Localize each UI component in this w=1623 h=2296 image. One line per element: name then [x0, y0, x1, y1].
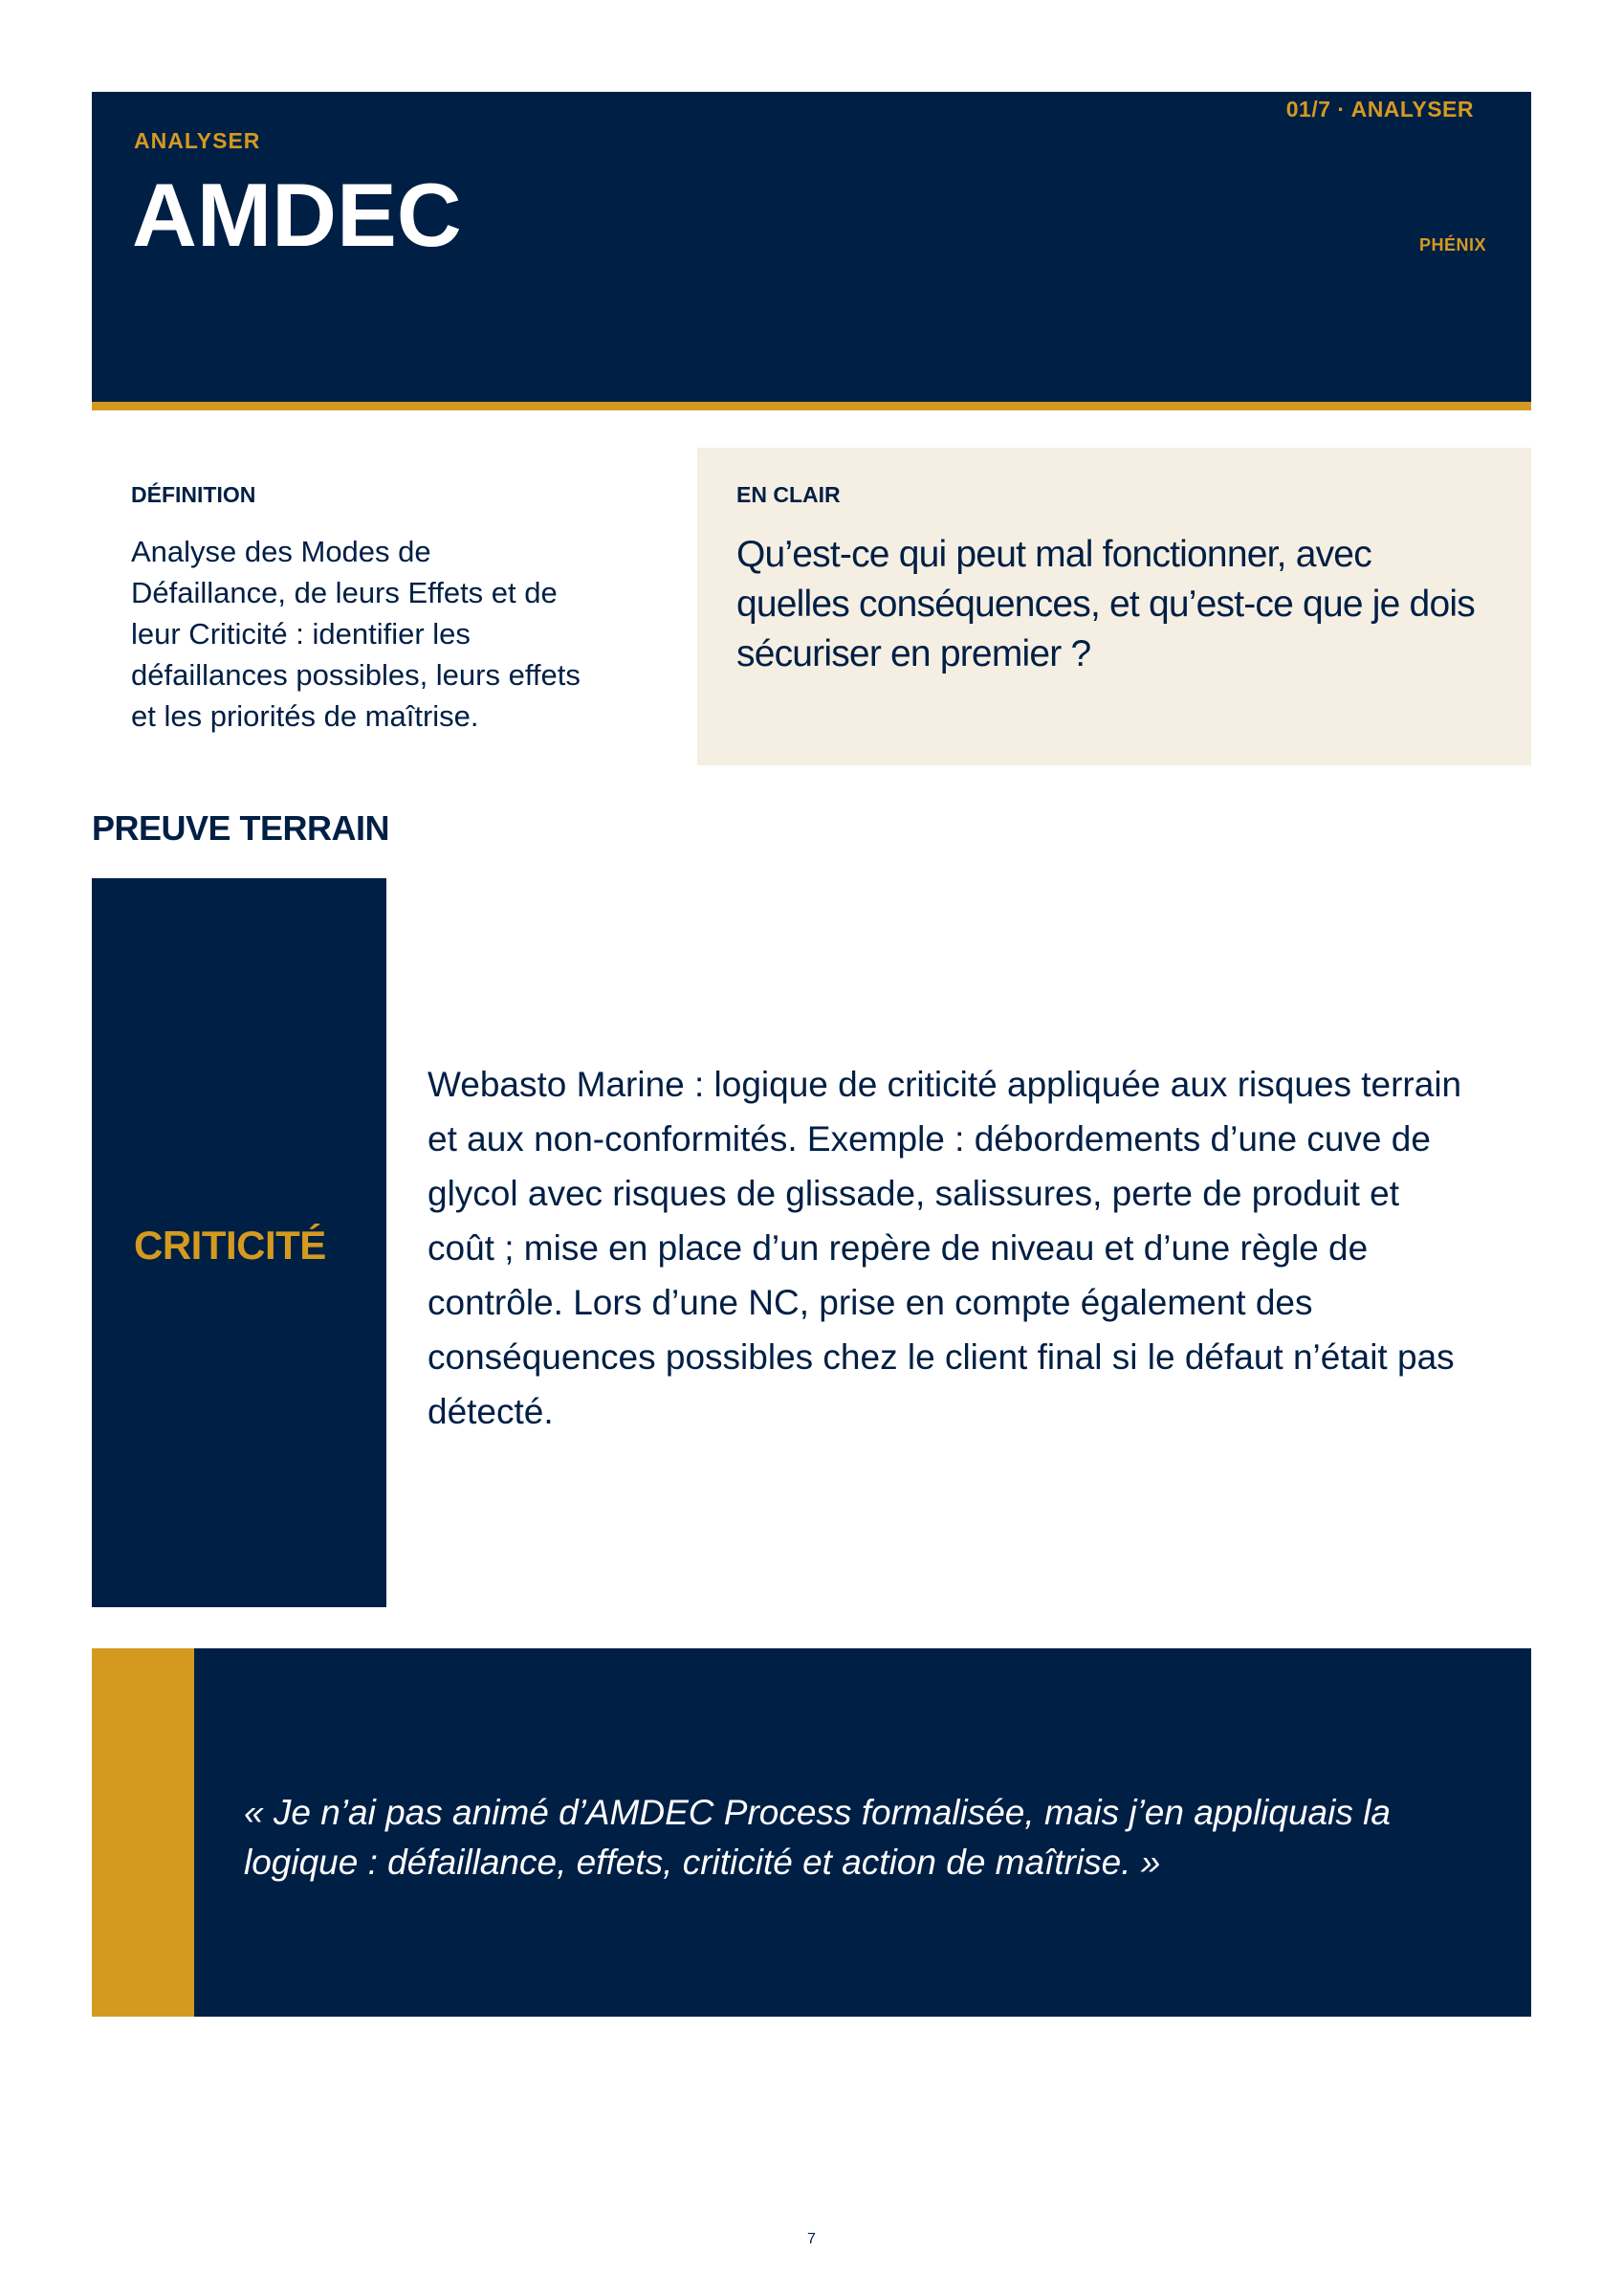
- brand-label: PHÉNIX: [1418, 235, 1486, 254]
- quote-box: [194, 1648, 1531, 2017]
- quote-text: « Je n’ai pas animé d’AMDEC Process formalisée, mais j’en appliquais la logique : défaillance, effets, criticité et action de maîtrise. »: [244, 1793, 1391, 1882]
- header-banner: [92, 92, 1531, 402]
- definition-label: DÉFINITION: [131, 482, 256, 507]
- proof-text: Webasto Marine : logique de criticité appliquée aux risques terrain et aux non-conformités. Exemple : débordements d’une cuve de glycol avec risques de glissade, salissures, perte de produit et coût ; mise en place d’un repère de niveau et d’une règle de contrôle. Lors d’une NC, prise en compte également des conséquences possibles chez le client final si le défaut n’était pas détecté.: [428, 1065, 1462, 1431]
- header-divider: [92, 402, 1531, 410]
- page-title: AMDEC: [132, 165, 462, 265]
- proof-tag: CRITICITÉ: [134, 1223, 326, 1268]
- page-number: 7: [807, 2231, 816, 2247]
- en-clair-text: Qu’est-ce qui peut mal fonctionner, avec quelles conséquences, et qu’est-ce que je dois sécuriser en premier ?: [736, 534, 1475, 674]
- proof-tag-block: [92, 878, 386, 1607]
- header-kicker: ANALYSER: [134, 128, 261, 153]
- en-clair-box: [697, 448, 1531, 765]
- quote-accent-bar: [92, 1648, 194, 2017]
- page-tag: 01/7 · ANALYSER: [1285, 97, 1474, 121]
- en-clair-label: EN CLAIR: [736, 482, 841, 507]
- section-title-preuve-terrain: PREUVE TERRAIN: [92, 808, 390, 848]
- definition-text: Analyse des Modes de Défaillance, de leurs Effets et de leur Criticité : identifier les défaillances possibles, leurs effets et les priorités de maîtrise.: [131, 535, 581, 733]
